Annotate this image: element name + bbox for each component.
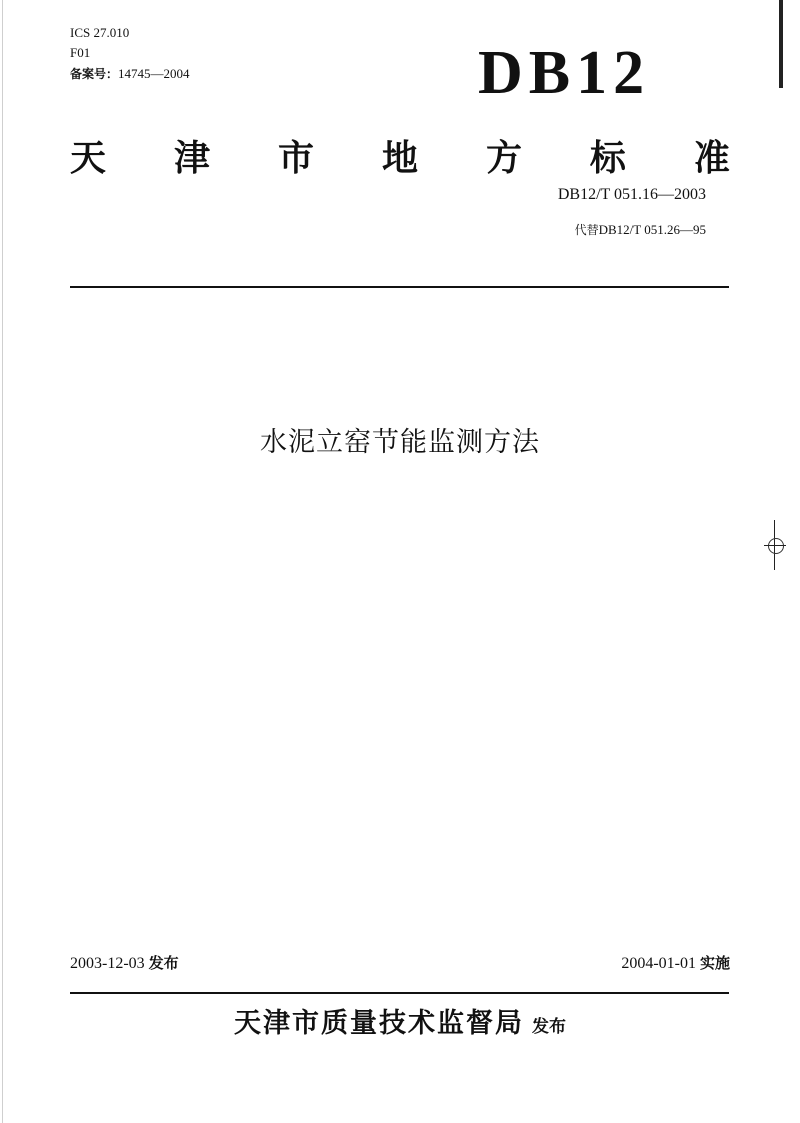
effective-date-label: 实施: [699, 954, 730, 972]
record-number-label: 备案号：: [70, 67, 119, 81]
standard-type-char: 市: [277, 137, 314, 179]
standard-type-char: 方: [485, 137, 522, 179]
document-title: 水泥立窑节能监测方法: [260, 427, 540, 458]
db12-logo: DB12: [478, 39, 651, 107]
replaces-label: 代替: [574, 223, 599, 237]
standard-type-char: 准: [693, 137, 730, 179]
replaces-standard: [575, 221, 706, 238]
issue-date-label: 发布: [148, 954, 179, 972]
issue-date: [70, 952, 179, 973]
standard-type-char: 津: [173, 137, 210, 179]
standard-type-char: 标: [589, 137, 626, 179]
issuing-authority: [0, 1001, 800, 1040]
effective-date: [621, 952, 730, 973]
header-divider: [70, 286, 729, 288]
registration-mark-crossbar: [764, 545, 786, 546]
effective-date-value: 2004-01-01: [621, 955, 696, 972]
category-code: F01: [70, 45, 91, 60]
standard-number: DB12/T 051.16—2003: [557, 186, 706, 203]
standard-type-char: 地: [381, 137, 418, 179]
record-number: [70, 65, 190, 83]
record-number-value: 14745—2004: [118, 66, 190, 81]
issue-date-value: 2003-12-03: [70, 955, 145, 972]
standard-type-char: 天: [70, 137, 107, 179]
issuer-suffix: 发布: [532, 1017, 566, 1037]
replaces-value: DB12/T 051.26—95: [598, 222, 706, 237]
binding-mark-top: [779, 0, 783, 88]
ics-code: ICS 27.010: [70, 25, 130, 40]
issuer-name: 天津市质量技术监督局: [234, 1008, 524, 1039]
scan-left-edge: [2, 0, 3, 1123]
footer-divider: [70, 992, 729, 994]
standard-type-heading: [70, 130, 730, 180]
registration-mark-icon: [768, 538, 784, 554]
